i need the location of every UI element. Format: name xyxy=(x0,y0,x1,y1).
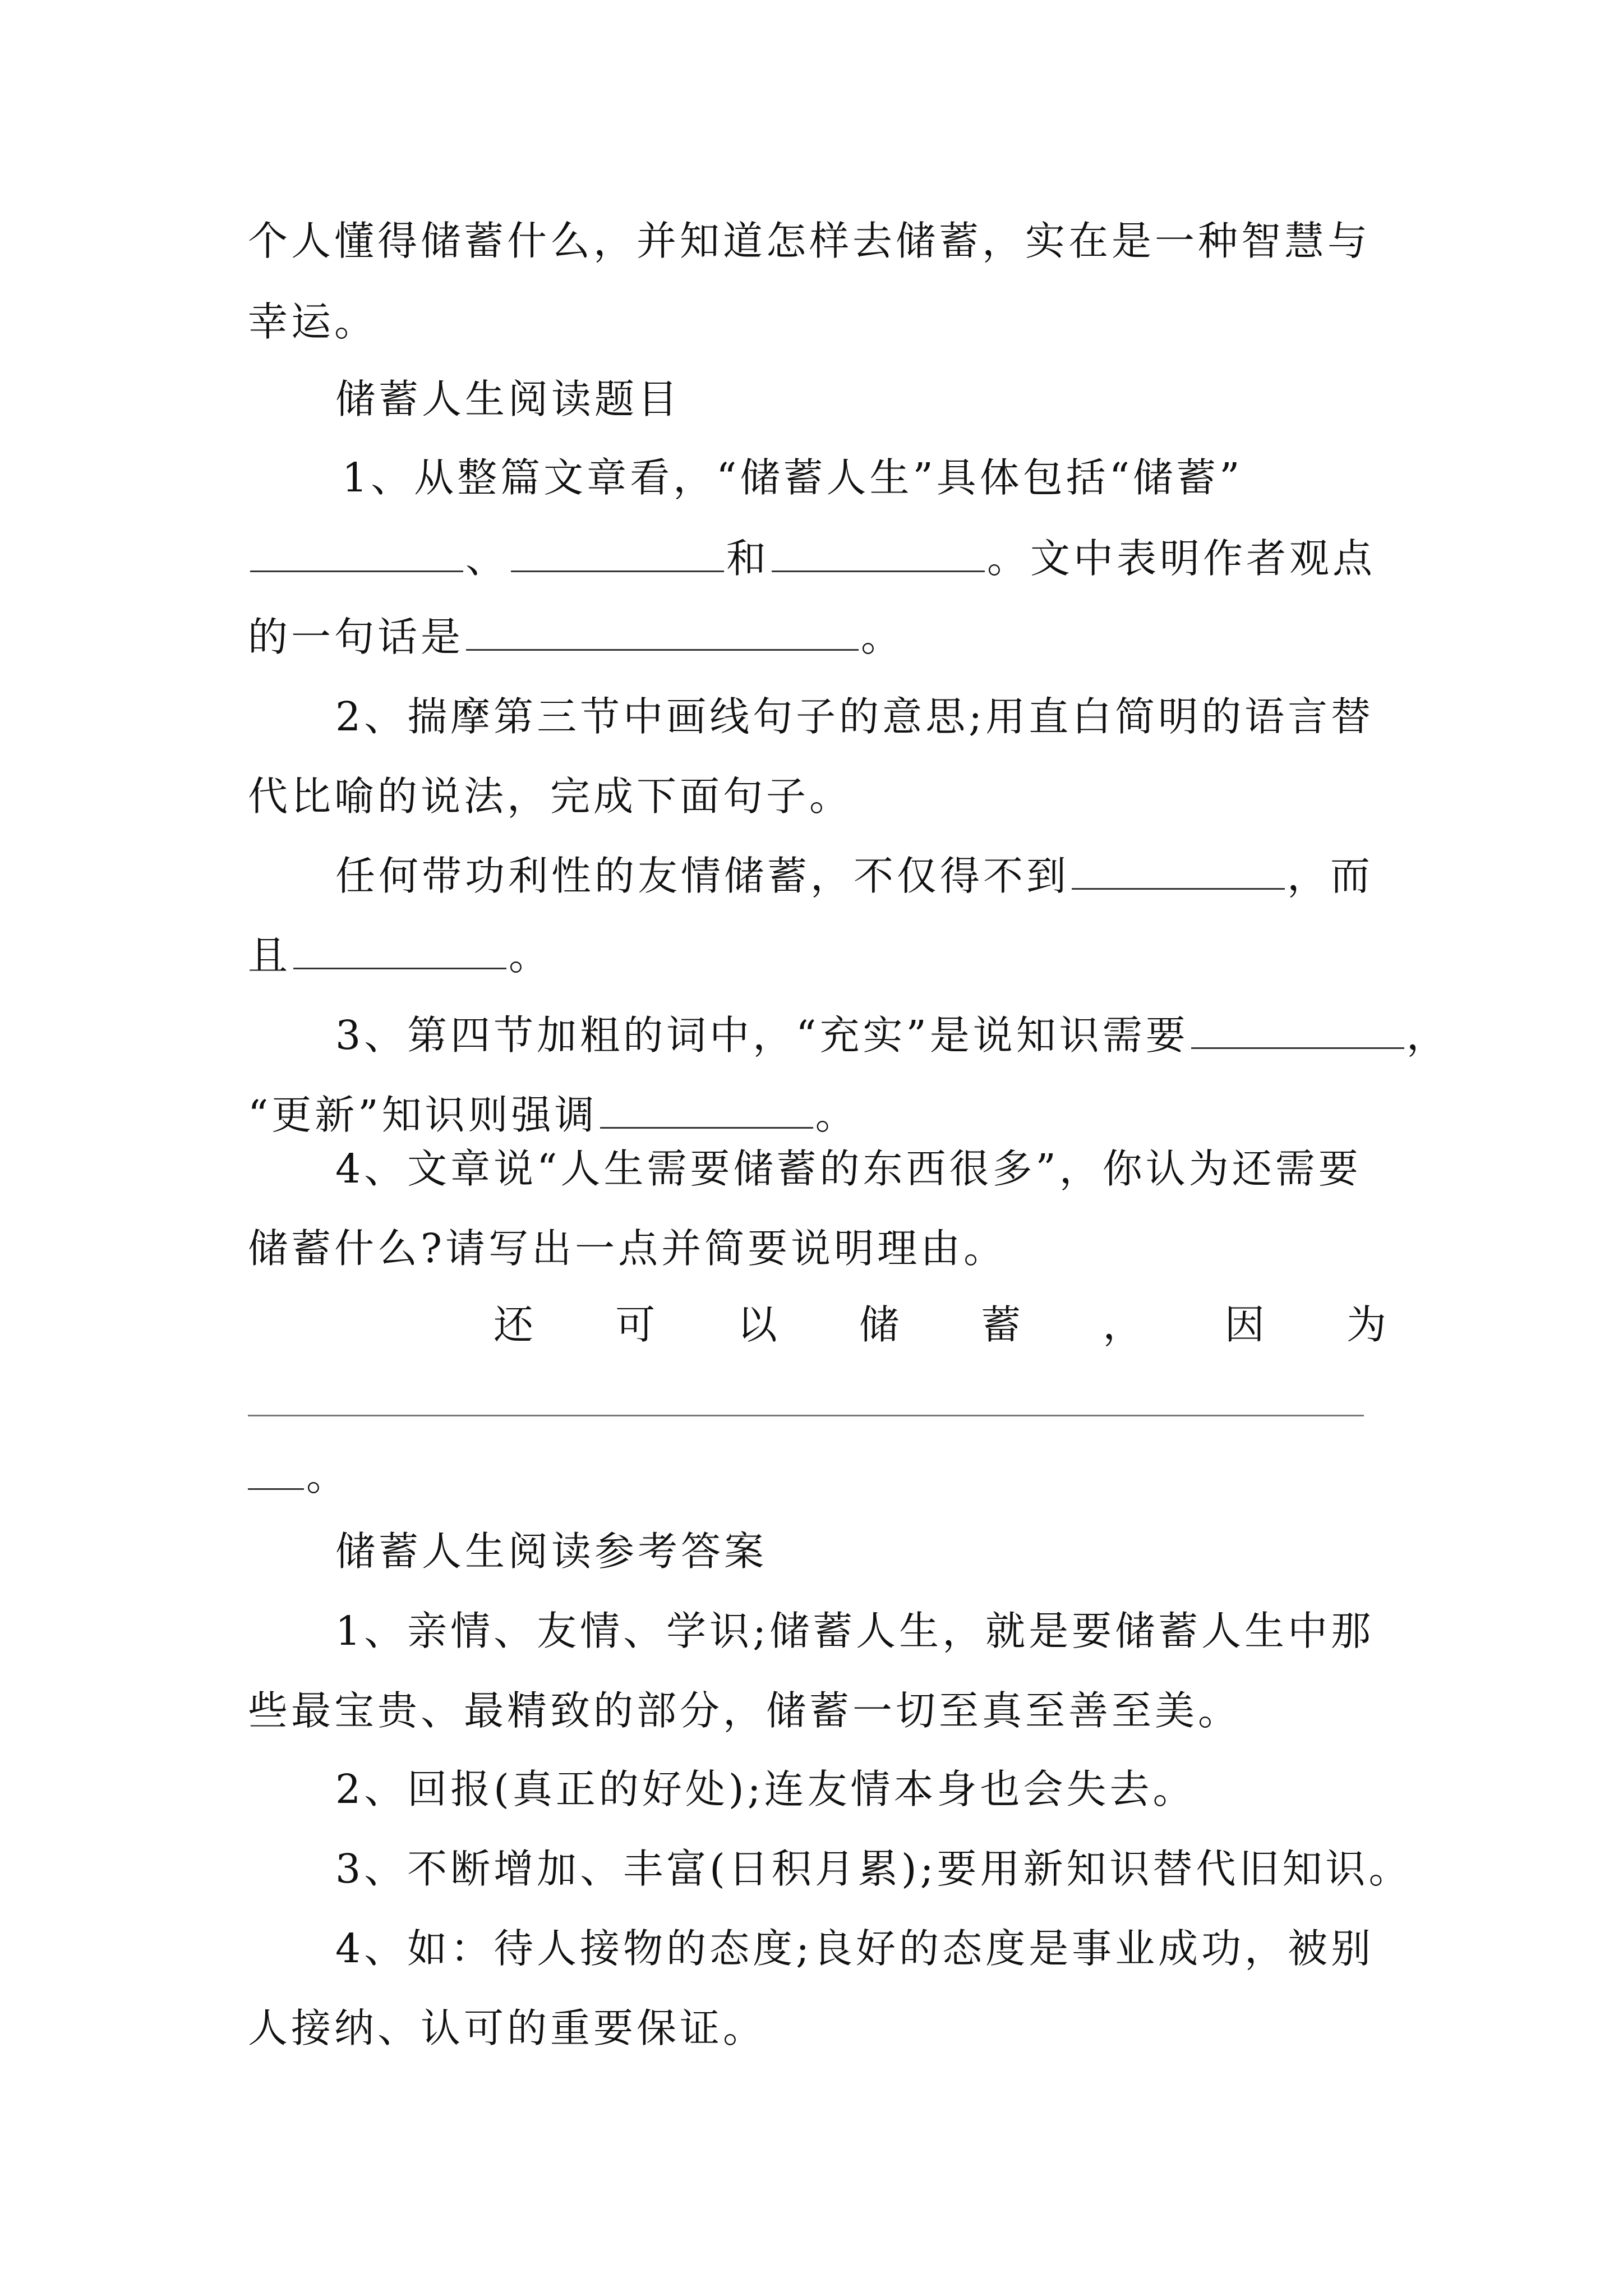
q4-line-1: 4、文章说“人生需要储蓄的东西很多”，你认为还需要 xyxy=(335,1145,1362,1192)
q1-line-3-end: 。 xyxy=(861,614,905,660)
q2-line-1: 2、揣摩第三节中画线句子的意思;用直白简明的语言替 xyxy=(335,693,1375,740)
questions-heading: 储蓄人生阅读题目 xyxy=(335,376,681,422)
answers-heading: 储蓄人生阅读参考答案 xyxy=(335,1528,768,1575)
answer-blank[interactable] xyxy=(248,1455,304,1490)
q1-separator: 、 xyxy=(465,535,509,582)
answer-blank[interactable] xyxy=(466,615,859,651)
answer-3: 3、不断增加、丰富(日积月累);要用新知识替代旧知识。 xyxy=(335,1846,1412,1892)
q2-line-3-end: ，而 xyxy=(1287,853,1374,899)
q2-line-3-prefix: 任何带功利性的友情储蓄，不仅得不到 xyxy=(335,853,1070,899)
q1-line-2 xyxy=(248,518,1386,599)
q1-line-3-prefix: 的一句话是 xyxy=(248,614,464,660)
answer-1-line-2: 些最宝贵、最精致的部分，储蓄一切至真至善至美。 xyxy=(248,1687,1242,1734)
answer-blank[interactable] xyxy=(1191,1014,1404,1049)
q4-char: 还 xyxy=(494,1301,534,1348)
answer-blank[interactable] xyxy=(250,537,463,572)
q4-spread-line xyxy=(494,1285,1386,1365)
answer-2: 2、回报(真正的好处);连友情本身也会失去。 xyxy=(335,1766,1196,1812)
q2-line-4 xyxy=(248,915,1386,996)
q3-line-1 xyxy=(335,995,1474,1076)
q3-line-1-end: ， xyxy=(1406,1012,1450,1059)
q2-line-2: 代比喻的说法，完成下面句子。 xyxy=(248,773,853,820)
answer-blank[interactable] xyxy=(772,537,985,572)
q2-line-3 xyxy=(335,836,1474,917)
q3-line-2-prefix: “更新”知识则强调 xyxy=(248,1092,598,1138)
answer-blank[interactable] xyxy=(293,934,506,969)
q3-line-1-prefix: 3、第四节加粗的词中，“充实”是说知识需要 xyxy=(335,1012,1189,1059)
answer-long-line[interactable] xyxy=(248,1415,1364,1416)
q1-and: 和 xyxy=(726,535,770,582)
q4-char: 因 xyxy=(1224,1301,1265,1348)
q4-char: 为 xyxy=(1346,1301,1386,1348)
answer-blank[interactable] xyxy=(511,537,724,572)
q1-line-1: 1、从整篇文章看，“储蓄人生”具体包括“储蓄” xyxy=(342,454,1243,501)
q1-line-3 xyxy=(248,597,1386,678)
q3-line-2-end: 。 xyxy=(815,1092,859,1138)
q4-char: 蓄 xyxy=(981,1301,1021,1348)
answer-blank[interactable] xyxy=(1072,854,1285,890)
answer-4-line-1: 4、如：待人接物的态度;良好的态度是事业成功，被别 xyxy=(335,1925,1375,1972)
intro-line-2: 幸运。 xyxy=(248,298,378,345)
intro-line-1: 个人懂得储蓄什么，并知道怎样去储蓄，实在是一种智慧与 xyxy=(248,218,1371,264)
q4-char: 以 xyxy=(737,1301,777,1348)
q4-char: ， xyxy=(1103,1301,1143,1348)
q4-line-2: 储蓄什么?请写出一点并简要说明理由。 xyxy=(248,1225,1007,1272)
answer-blank[interactable] xyxy=(600,1093,813,1129)
q4-char: 可 xyxy=(615,1301,656,1348)
q2-line-4-end: 。 xyxy=(509,932,552,979)
q4-end: 。 xyxy=(306,1453,350,1499)
q4-char: 储 xyxy=(859,1301,899,1348)
q4-end-line xyxy=(248,1436,1386,1517)
answer-4-line-2: 人接纳、认可的重要保证。 xyxy=(248,2005,767,2051)
answer-1-line-1: 1、亲情、友情、学识;储蓄人生，就是要储蓄人生中那 xyxy=(335,1608,1375,1654)
q1-tail: 。文中表明作者观点 xyxy=(987,535,1376,582)
q2-line-4-prefix: 且 xyxy=(248,932,292,979)
